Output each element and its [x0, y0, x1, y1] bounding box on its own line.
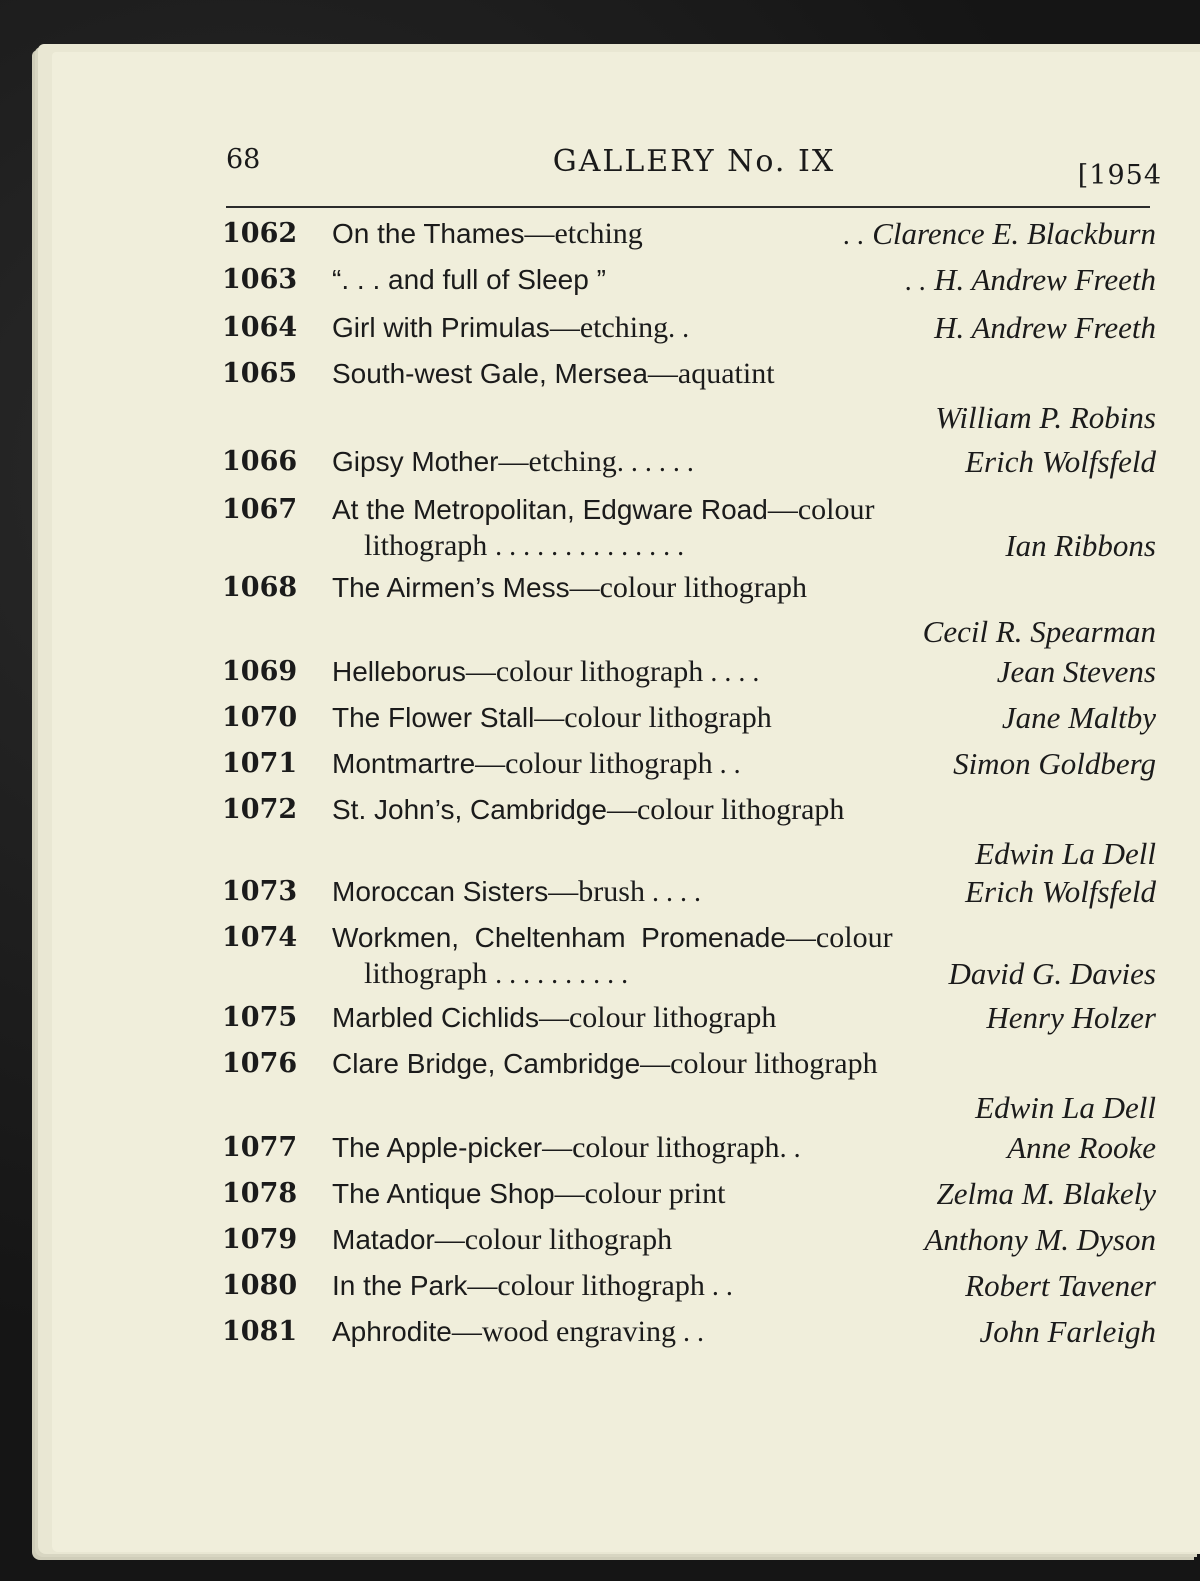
entry-title: Workmen, Cheltenham Promenade—colour [332, 921, 893, 954]
entry-title: Moroccan Sisters—brush . . . . [332, 875, 701, 908]
entry-title: Girl with Primulas—etching. . [332, 311, 690, 344]
catalogue-entry-1072 [222, 788, 1156, 876]
entry-title-continuation: lithograph . . . . . . . . . . [364, 957, 629, 990]
entry-artist: John Farleigh [979, 1314, 1156, 1349]
entry-artist: Jane Maltby [1001, 700, 1156, 735]
entry-artist: Erich Wolfsfeld [965, 874, 1156, 909]
entry-artist: . . Clarence E. Blackburn [843, 216, 1156, 251]
catalogue-entry-1066 [222, 440, 1156, 484]
entry-artist: Anthony M. Dyson [924, 1222, 1156, 1257]
catalogue-entry-1062 [222, 212, 1156, 256]
catalogue-entry-1077 [222, 1126, 1156, 1170]
entry-number: 1070 [222, 702, 298, 733]
entry-artist: Simon Goldberg [953, 746, 1156, 781]
catalogue-entry-1081 [222, 1310, 1156, 1354]
entry-artist: Edwin La Dell [975, 836, 1156, 871]
catalogue-entry-1070 [222, 696, 1156, 740]
entry-artist: Ian Ribbons [1005, 528, 1156, 563]
catalogue-entry-1075 [222, 996, 1156, 1040]
entry-title: At the Metropolitan, Edgware Road—colour [332, 493, 875, 526]
entry-title: Montmartre—colour lithograph . . [332, 747, 741, 780]
catalogue-entry-1063 [222, 258, 1156, 302]
entry-title: Matador—colour lithograph [332, 1223, 673, 1256]
entry-artist: Jean Stevens [996, 654, 1156, 689]
entry-number: 1064 [222, 312, 298, 343]
entry-number: 1071 [222, 748, 298, 779]
catalogue-entry-1073 [222, 870, 1156, 914]
entry-title: Marbled Cichlids—colour lithograph [332, 1001, 777, 1034]
entry-number: 1080 [222, 1270, 298, 1301]
year-label: [1954 [1077, 160, 1162, 191]
entry-number: 1075 [222, 1002, 298, 1033]
entry-artist: Robert Tavener [965, 1268, 1156, 1303]
entry-title: On the Thames—etching [332, 217, 643, 250]
entry-title: Helleborus—colour lithograph . . . . [332, 655, 760, 688]
entry-number: 1076 [222, 1048, 298, 1079]
catalogue-entry-1067 [222, 488, 1156, 568]
catalogue-entry-1071 [222, 742, 1156, 786]
entry-artist: Cecil R. Spearman [922, 614, 1156, 649]
entry-title-continuation: lithograph . . . . . . . . . . . . . . [364, 529, 685, 562]
catalogue-entry-1069 [222, 650, 1156, 694]
entry-number: 1069 [222, 656, 298, 687]
catalogue-entry-1080 [222, 1264, 1156, 1308]
catalogue-entry-1074 [222, 916, 1156, 996]
entry-title: Clare Bridge, Cambridge—colour lithograph [332, 1047, 878, 1080]
entry-title: Aphrodite—wood engraving . . [332, 1315, 704, 1348]
entry-title: In the Park—colour lithograph . . [332, 1269, 733, 1302]
entry-title: “. . . and full of Sleep ” [332, 264, 606, 295]
entry-artist: Erich Wolfsfeld [965, 444, 1156, 479]
entry-artist: Anne Rooke [1007, 1130, 1156, 1165]
catalogue-entry-1065 [222, 352, 1156, 440]
entry-number: 1066 [222, 446, 298, 477]
page-number: 68 [226, 144, 261, 175]
entry-number: 1077 [222, 1132, 298, 1163]
entry-number: 1074 [222, 922, 298, 953]
entry-number: 1079 [222, 1224, 298, 1255]
entry-artist: David G. Davies [948, 956, 1156, 991]
entry-number: 1068 [222, 572, 298, 603]
entry-title: The Flower Stall—colour lithograph [332, 701, 772, 734]
entry-artist: H. Andrew Freeth [934, 310, 1156, 345]
entry-artist: Zelma M. Blakely [936, 1176, 1156, 1211]
gallery-title: GALLERY No. IX [552, 144, 836, 179]
entry-title: The Apple-picker—colour lithograph. . [332, 1131, 801, 1164]
entry-number: 1065 [222, 358, 298, 389]
entry-artist: Henry Holzer [986, 1000, 1156, 1035]
entry-title: South-west Gale, Mersea—aquatint [332, 357, 775, 390]
entry-title: St. John’s, Cambridge—colour lithograph [332, 793, 845, 826]
entry-artist: William P. Robins [935, 400, 1156, 435]
catalogue-entry-1076 [222, 1042, 1156, 1130]
catalogue-entry-1064 [222, 306, 1156, 350]
catalogue-entry-1078 [222, 1172, 1156, 1216]
entry-number: 1063 [222, 264, 298, 295]
entry-artist: Edwin La Dell [975, 1090, 1156, 1125]
entry-number: 1073 [222, 876, 298, 907]
entry-title: Gipsy Mother—etching. . . . . . [332, 445, 694, 478]
entry-number: 1072 [222, 794, 298, 825]
entry-title: The Antique Shop—colour print [332, 1177, 726, 1210]
entry-number: 1081 [222, 1316, 298, 1347]
catalogue-entry-1068 [222, 566, 1156, 654]
entry-title: The Airmen’s Mess—colour lithograph [332, 571, 808, 604]
entry-number: 1078 [222, 1178, 298, 1209]
entry-number: 1062 [222, 218, 298, 249]
entry-number: 1067 [222, 494, 298, 525]
catalogue-entry-1079 [222, 1218, 1156, 1262]
entry-artist: . . H. Andrew Freeth [905, 262, 1156, 297]
